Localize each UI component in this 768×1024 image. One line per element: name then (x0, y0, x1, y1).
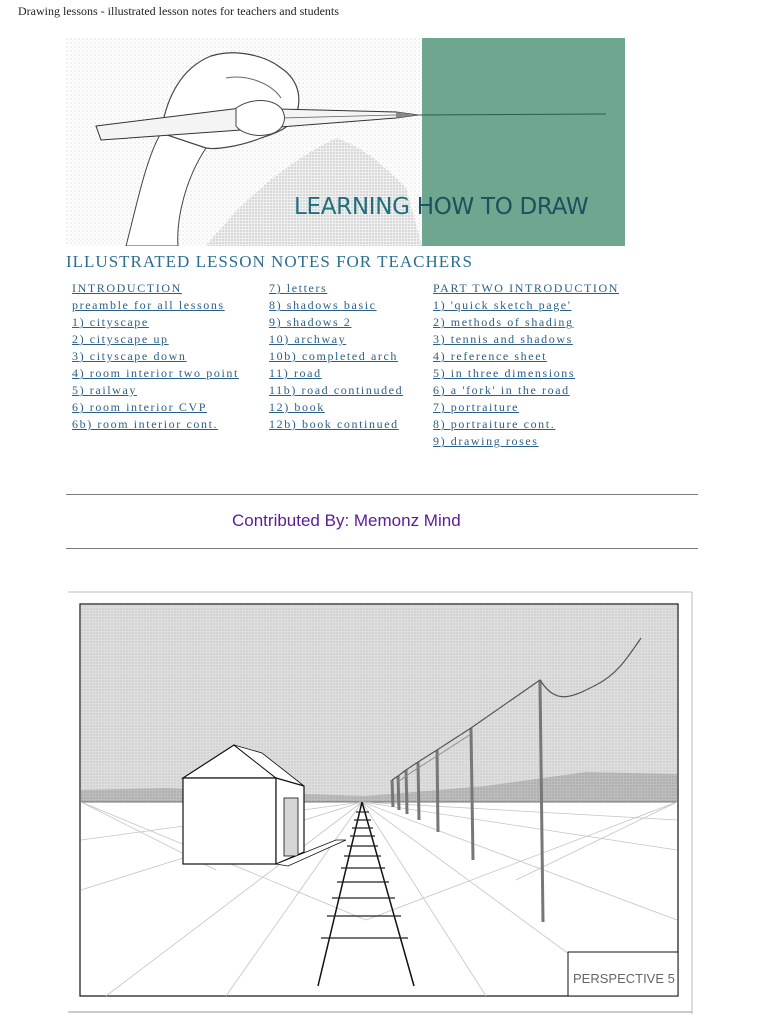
list-item (269, 331, 403, 348)
list-item (433, 331, 619, 348)
lesson-link[interactable]: 6) room interior CVP (72, 400, 207, 414)
list-item (433, 399, 619, 416)
banner-title-part1: LEARNING (294, 194, 410, 220)
lesson-link[interactable]: 3) tennis and shadows (433, 332, 573, 346)
list-item (433, 297, 619, 314)
list-item (269, 280, 403, 297)
lesson-link[interactable]: 5) railway (72, 383, 137, 397)
lesson-link[interactable]: 5) in three dimensions (433, 366, 576, 380)
lesson-link[interactable]: 8) portraiture cont. (433, 417, 556, 431)
lesson-link[interactable]: 10) archway (269, 332, 347, 346)
list-item (269, 382, 403, 399)
lesson-link[interactable]: 11b) road continuded (269, 383, 404, 397)
illustration-caption: PERSPECTIVE 5 (573, 971, 675, 986)
list-item (72, 382, 239, 399)
lesson-link[interactable]: 9) shadows 2 (269, 315, 352, 329)
list-item (269, 348, 403, 365)
list-item (269, 399, 403, 416)
list-item (269, 365, 403, 382)
lesson-link[interactable]: 12b) book continued (269, 417, 399, 431)
list-item (72, 365, 239, 382)
list-item (433, 280, 619, 297)
list-item (433, 365, 619, 382)
banner-title (294, 194, 588, 220)
lesson-link[interactable]: 8) shadows basic (269, 298, 377, 312)
lesson-link[interactable]: 2) cityscape up (72, 332, 169, 346)
list-item (72, 331, 239, 348)
lesson-link[interactable]: 6) a 'fork' in the road (433, 383, 570, 397)
divider-top (66, 494, 698, 495)
list-item (433, 433, 619, 450)
lesson-link[interactable]: 4) reference sheet (433, 349, 548, 363)
banner (66, 38, 625, 246)
lesson-link[interactable]: 12) book (269, 400, 325, 414)
lesson-link[interactable]: 10b) completed arch (269, 349, 399, 363)
contributor-credit: Contributed By: Memonz Mind (232, 511, 461, 530)
lesson-link[interactable]: 6b) room interior cont. (72, 417, 219, 431)
list-item (269, 416, 403, 433)
list-item (433, 382, 619, 399)
lesson-link[interactable]: preamble for all lessons (72, 298, 225, 312)
list-item (72, 297, 239, 314)
divider-bottom (66, 548, 698, 549)
lesson-link[interactable]: PART TWO INTRODUCTION (433, 281, 619, 295)
list-item (72, 399, 239, 416)
perspective-illustration (66, 590, 694, 1014)
list-item (72, 416, 239, 433)
lesson-link[interactable]: 4) room interior two point (72, 366, 239, 380)
lesson-link[interactable]: 2) methods of shading (433, 315, 574, 329)
lesson-link[interactable]: INTRODUCTION (72, 281, 182, 295)
lesson-link[interactable]: 11) road (269, 366, 322, 380)
list-item (433, 416, 619, 433)
page-subtitle: ILLUSTRATED LESSON NOTES FOR TEACHERS (66, 252, 473, 271)
lesson-links-column-2 (269, 280, 403, 433)
list-item (72, 348, 239, 365)
lesson-links-column-3 (433, 280, 619, 450)
lesson-link[interactable]: 7) portraiture (433, 400, 520, 414)
lesson-link[interactable]: 1) 'quick sketch page' (433, 298, 572, 312)
railway-perspective-drawing (66, 590, 694, 1014)
list-item (269, 297, 403, 314)
list-item (433, 348, 619, 365)
page-header-text: Drawing lessons - illustrated lesson notes for teachers and students (18, 4, 339, 18)
lesson-link[interactable]: 7) letters (269, 281, 328, 295)
list-item (72, 280, 239, 297)
banner-title-part2: HOW TO DRAW (416, 194, 589, 220)
list-item (269, 314, 403, 331)
lesson-links-column-1 (72, 280, 239, 433)
lesson-link[interactable]: 1) cityscape (72, 315, 149, 329)
lesson-link[interactable]: 9) drawing roses (433, 434, 539, 448)
list-item (433, 314, 619, 331)
lesson-link[interactable]: 3) cityscape down (72, 349, 187, 363)
list-item (72, 314, 239, 331)
